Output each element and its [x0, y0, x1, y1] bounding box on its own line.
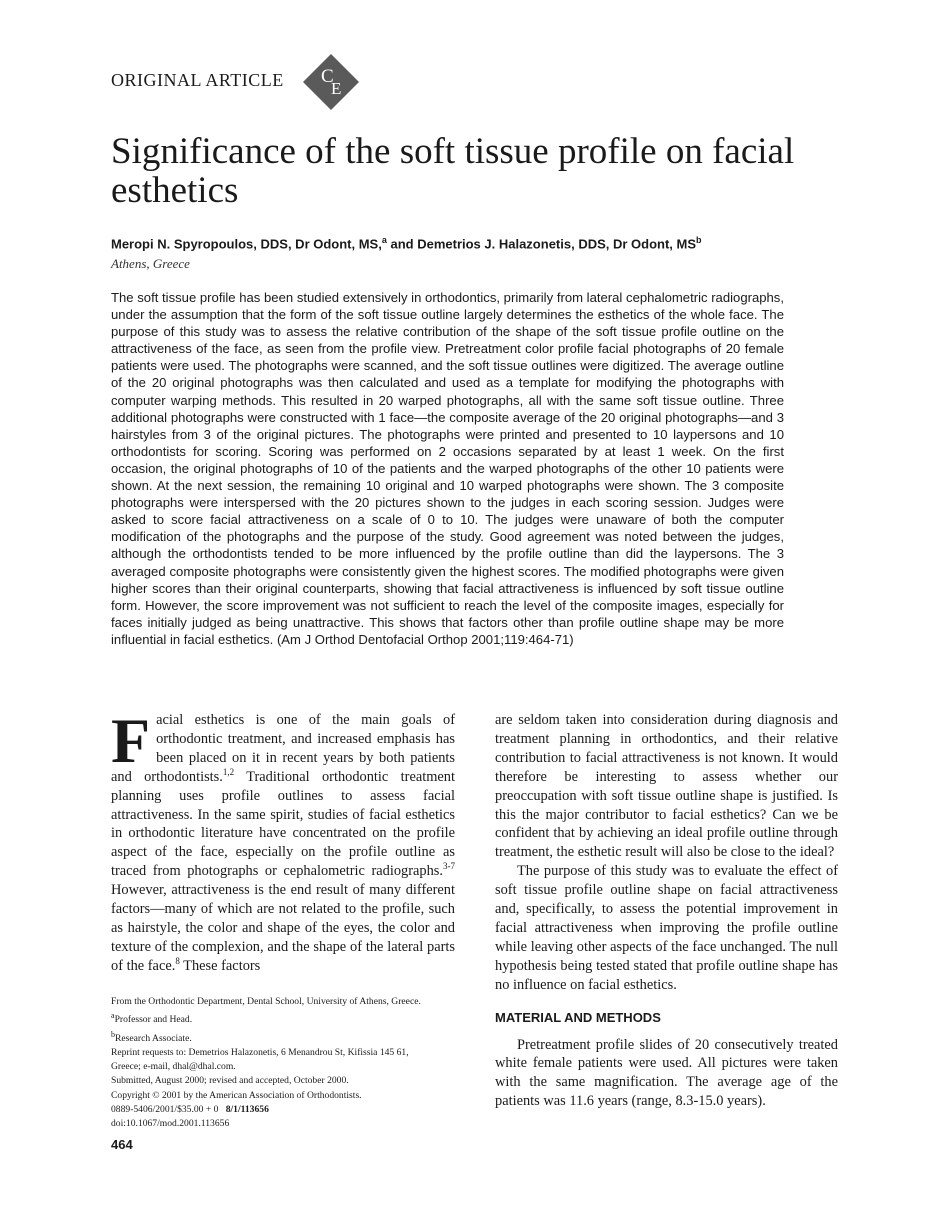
footnote-a-mark: a	[111, 1011, 115, 1021]
footnote-b	[111, 1028, 461, 1046]
section-label: ORIGINAL ARTICLE	[111, 70, 284, 90]
intro-text-b: Traditional orthodontic treatment planning uses profile outlines to assess facial attractiveness. In the same spirit, studies of facial esthetics in orthodontic literature have concentrated on the profile aspect of the face, especially on the profile outline as traced from photographs or cephalometric radiographs.	[111, 768, 455, 880]
article-title: Significance of the soft tissue profile on facial esthetics	[111, 131, 795, 211]
intro-text-a: acial esthetics is one of the main goals of orthodontic treatment, and increased emphasis has been placed on it in recent years by both patients and orthodontists.	[111, 712, 455, 785]
footnote-a-text: Professor and Head.	[114, 1014, 193, 1026]
section-heading-methods: MATERIAL AND METHODS	[495, 1009, 661, 1025]
body-column-left	[111, 705, 455, 976]
author-location: Athens, Greece	[111, 256, 190, 271]
footnote-b-mark: b	[111, 1029, 115, 1039]
author-2-affiliation-mark: b	[696, 235, 702, 245]
footnote-reprint-2: Greece; e-mail, dhal@dhal.com.	[111, 1061, 236, 1073]
footnote-doi: doi:10.1067/mod.2001.113656	[111, 1118, 230, 1129]
citation-1-2: 1,2	[222, 766, 235, 777]
drop-cap: F	[111, 705, 151, 776]
author-1: Meropi N. Spyropoulos, DDS, Dr Odont, MS,	[111, 236, 382, 252]
footnote-issn-line	[111, 1103, 461, 1117]
footnote-copyright: Copyright © 2001 by the American Association of Orthodontists.	[111, 1089, 362, 1101]
footnote-b-text: Research Associate.	[115, 1032, 192, 1044]
author-2: Demetrios J. Halazonetis, DDS, Dr Odont, MS	[417, 236, 697, 252]
footnote-from: From the Orthodontic Department, Dental School, University of Athens, Greece.	[111, 996, 421, 1007]
footnote-issn-code: 8/1/113656	[225, 1103, 269, 1115]
ce-badge-letter-c: C	[321, 66, 334, 87]
intro-text-c: However, attractiveness is the end result of many different factors—many of which are not related to the profile, such as hairstyle, the color and shape of the eyes, the color and texture of the complexion, and the shape of the lateral parts of the face.	[111, 882, 455, 974]
author-connector: and	[386, 236, 418, 252]
footnote-reprint-1: Reprint requests to: Demetrios Halazonetis, 6 Menandrou St, Kifissia 145 61,	[111, 1046, 409, 1058]
intro-text-d: These factors	[179, 957, 261, 974]
intro-paragraph-1-continued: are seldom taken into consideration during diagnosis and treatment planning in orthodontics, and their relative contribution to facial attractiveness is not known. It would therefore be interesting to assess whether our preoccupation with soft tissue outline shape is justified. Is this the major contributor to facial esthetics? Can we be confident that by achieving an ideal profile outline through treatment, the esthetic result will also be close to the ideal?	[495, 712, 838, 861]
body-column-right	[495, 711, 838, 1111]
citation-3-7: 3-7	[443, 861, 455, 872]
citation-8: 8	[175, 955, 180, 966]
page-number: 464	[111, 1137, 133, 1152]
ce-badge-letter-e: E	[331, 79, 342, 98]
ce-badge-icon	[303, 54, 359, 110]
intro-paragraph-1	[111, 705, 455, 976]
footnote-issn: 0889-5406/2001/$35.00 + 0	[111, 1103, 219, 1115]
methods-paragraph-1: Pretreatment profile slides of 20 consecutively treated white female patients were used. All pictures were taken with the same magnification. The average age of the patients was 11.6 years (range, 8.3-15.0 years).	[495, 1036, 838, 1110]
footnote-submitted: Submitted, August 2000; revised and accepted, October 2000.	[111, 1075, 349, 1087]
footnotes	[111, 995, 461, 1131]
abstract: The soft tissue profile has been studied extensively in orthodontics, primarily from lateral cephalometric radiographs, under the assumption that the form of the soft tissue outline largely determines the esthetics of the whole face. The purpose of this study was to assess the relative contribution of the shape of the soft tissue profile outline on the attractiveness of the face, as seen from the profile view. Pretreatment color profile facial photographs of 20 female patients were used. The photographs were scanned, and the soft tissue outlines were digitized. The average outline of the 20 original photographs was then calculated and used as a template for modifying the photographs with computer warping methods. This resulted in 20 warped photographs, all with the same soft tissue outline. Three additional photographs were constructed with 1 face—the composite average of the 20 original photographs—and 3 hairstyles from 3 of the original pictures. The photographs were printed and presented to 10 laypersons and 10 orthodontists for scoring. Scoring was performed on 2 occasions separated by at least 1 week. On the first occasion, the original photographs of 10 of the patients and the warped photographs of the other 10 patients were shown. At the next session, the remaining 10 original and 10 warped photographs were shown. The 3 composite photographs were interspersed with the 20 pictures shown to the judges in each scoring session. Judges were asked to score facial attractiveness on a scale of 0 to 10. The judges were unaware of both the computer modification of the photographs and the purpose of the study. Good agreement was noted between the judges, although the orthodontists tended to be more influenced by the profile outline than did the laypersons. The 3 averaged composite photographs were consistently given the highest scores. The modified photographs were given higher scores than their original counterparts, showing that facial attractiveness is influenced by soft tissue outline form. However, the score improvement was not sufficient to reach the level of the composite images, especially for faces initially judged as being unattractive. This shows that factors other than profile outline shape may be more influential in facial esthetics. (Am J Orthod Dentofacial Orthop 2001;119:464-71)	[111, 290, 784, 647]
intro-paragraph-2: The purpose of this study was to evaluate the effect of soft tissue profile outline shape on facial attractiveness and, specifically, to assess the potential improvement in facial attractiveness when improving the profile outline while leaving other aspects of the face unchanged. The null hypothesis being tested stated that profile outline shape has no influence on facial esthetics.	[495, 863, 838, 993]
footnote-a	[111, 1009, 461, 1027]
author-line	[111, 235, 871, 251]
author-1-affiliation-mark: a	[381, 235, 387, 245]
